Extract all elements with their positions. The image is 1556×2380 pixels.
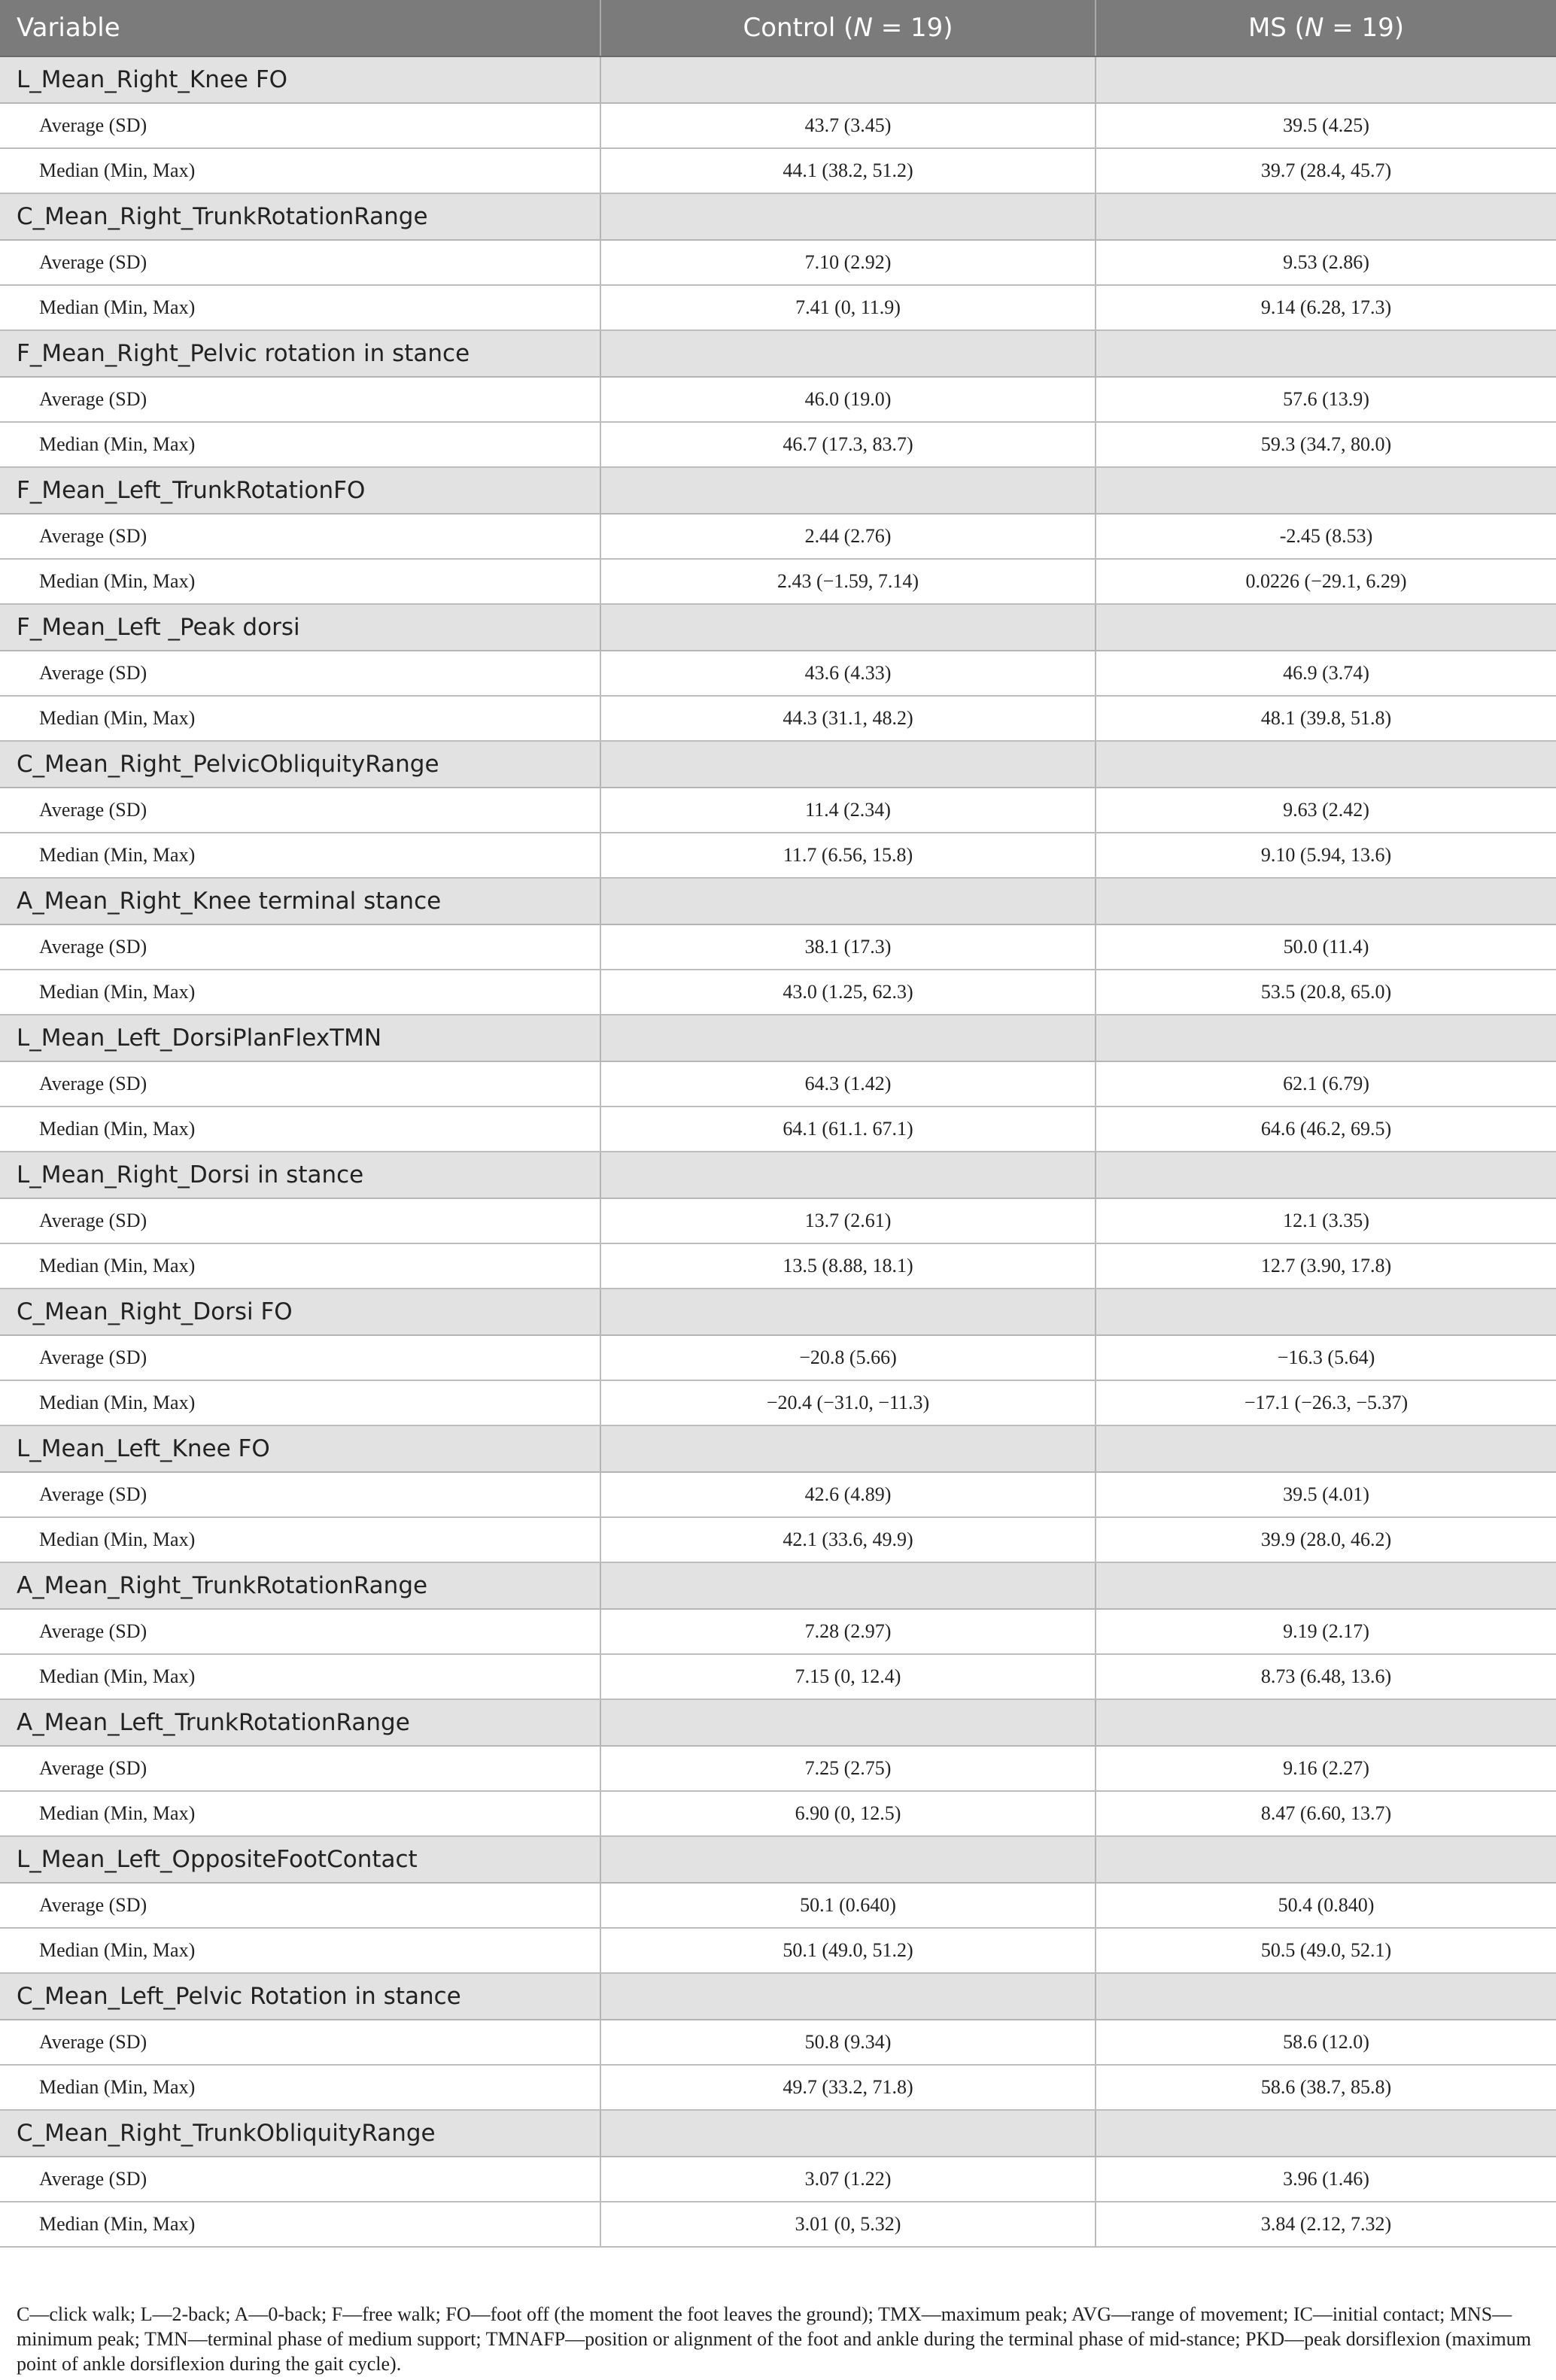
- statistic-label: Average (SD): [0, 240, 600, 285]
- statistic-label: Average (SD): [0, 1472, 600, 1517]
- control-value: 44.3 (31.1, 48.2): [600, 696, 1096, 741]
- table-row: [0, 833, 1556, 878]
- group-empty-cell: [1096, 1289, 1556, 1335]
- group-header-row: [0, 467, 1556, 514]
- table-row: [0, 103, 1556, 148]
- statistic-label: Median (Min, Max): [0, 2202, 600, 2247]
- statistic-label: Median (Min, Max): [0, 559, 600, 604]
- control-value: 13.7 (2.61): [600, 1198, 1096, 1243]
- table-row: [0, 240, 1556, 285]
- statistic-label: Median (Min, Max): [0, 1243, 600, 1289]
- group-header-row: [0, 1699, 1556, 1746]
- ms-value: 59.3 (34.7, 80.0): [1096, 422, 1556, 467]
- statistic-label: Median (Min, Max): [0, 833, 600, 878]
- statistic-label: Average (SD): [0, 788, 600, 833]
- variable-group-name: C_Mean_Right_TrunkRotationRange: [0, 193, 600, 240]
- table-row: [0, 1335, 1556, 1380]
- statistic-label: Average (SD): [0, 514, 600, 559]
- ms-value: 50.4 (0.840): [1096, 1883, 1556, 1928]
- statistic-label: Median (Min, Max): [0, 696, 600, 741]
- ms-value: 64.6 (46.2, 69.5): [1096, 1107, 1556, 1152]
- control-value: 42.1 (33.6, 49.9): [600, 1517, 1096, 1562]
- variable-group-name: F_Mean_Right_Pelvic rotation in stance: [0, 330, 600, 377]
- group-empty-cell: [600, 467, 1096, 514]
- statistic-label: Average (SD): [0, 2020, 600, 2065]
- control-value: 44.1 (38.2, 51.2): [600, 148, 1096, 193]
- group-empty-cell: [1096, 1152, 1556, 1198]
- group-header-row: [0, 741, 1556, 788]
- group-empty-cell: [1096, 1699, 1556, 1746]
- ms-value: 62.1 (6.79): [1096, 1061, 1556, 1107]
- group-empty-cell: [1096, 878, 1556, 924]
- control-value: −20.8 (5.66): [600, 1335, 1096, 1380]
- statistic-label: Median (Min, Max): [0, 422, 600, 467]
- ms-value: 53.5 (20.8, 65.0): [1096, 970, 1556, 1015]
- table-row: [0, 1609, 1556, 1654]
- group-empty-cell: [1096, 1425, 1556, 1472]
- table-row: [0, 1883, 1556, 1928]
- group-empty-cell: [600, 1152, 1096, 1198]
- variable-group-name: C_Mean_Left_Pelvic Rotation in stance: [0, 1973, 600, 2020]
- table-row: [0, 559, 1556, 604]
- group-empty-cell: [1096, 1836, 1556, 1883]
- control-value: 7.25 (2.75): [600, 1746, 1096, 1791]
- ms-value: 48.1 (39.8, 51.8): [1096, 696, 1556, 741]
- group-empty-cell: [1096, 330, 1556, 377]
- control-value: 43.6 (4.33): [600, 651, 1096, 696]
- group-empty-cell: [1096, 467, 1556, 514]
- variable-group-name: C_Mean_Right_PelvicObliquityRange: [0, 741, 600, 788]
- control-value: 42.6 (4.89): [600, 1472, 1096, 1517]
- group-header-row: [0, 193, 1556, 240]
- variable-group-name: L_Mean_Left_Knee FO: [0, 1425, 600, 1472]
- ms-value: 9.16 (2.27): [1096, 1746, 1556, 1791]
- group-empty-cell: [600, 1015, 1096, 1061]
- group-empty-cell: [600, 604, 1096, 651]
- table-row: [0, 285, 1556, 330]
- control-value: 7.10 (2.92): [600, 240, 1096, 285]
- table-row: [0, 148, 1556, 193]
- ms-value: 3.84 (2.12, 7.32): [1096, 2202, 1556, 2247]
- table-header-row: [0, 0, 1556, 56]
- variable-group-name: C_Mean_Right_TrunkObliquityRange: [0, 2110, 600, 2157]
- statistic-label: Median (Min, Max): [0, 1791, 600, 1836]
- group-header-row: [0, 1836, 1556, 1883]
- group-header-row: [0, 604, 1556, 651]
- statistic-label: Median (Min, Max): [0, 1517, 600, 1562]
- group-empty-cell: [600, 1836, 1096, 1883]
- group-empty-cell: [600, 1289, 1096, 1335]
- table-row: [0, 2202, 1556, 2247]
- group-header-row: [0, 330, 1556, 377]
- variable-group-name: L_Mean_Left_DorsiPlanFlexTMN: [0, 1015, 600, 1061]
- table-row: [0, 1654, 1556, 1699]
- variable-group-name: A_Mean_Right_Knee terminal stance: [0, 878, 600, 924]
- group-empty-cell: [600, 878, 1096, 924]
- group-empty-cell: [1096, 604, 1556, 651]
- group-header-row: [0, 878, 1556, 924]
- table-row: [0, 1791, 1556, 1836]
- table-row: [0, 696, 1556, 741]
- table-row: [0, 2157, 1556, 2202]
- table-row: [0, 422, 1556, 467]
- control-value: 2.44 (2.76): [600, 514, 1096, 559]
- control-value: 7.41 (0, 11.9): [600, 285, 1096, 330]
- group-header-row: [0, 1289, 1556, 1335]
- control-value: 46.7 (17.3, 83.7): [600, 422, 1096, 467]
- ms-value: 39.5 (4.25): [1096, 103, 1556, 148]
- table-row: [0, 1472, 1556, 1517]
- group-empty-cell: [600, 1562, 1096, 1609]
- group-empty-cell: [600, 741, 1096, 788]
- statistic-label: Median (Min, Max): [0, 1928, 600, 1973]
- variable-group-name: A_Mean_Left_TrunkRotationRange: [0, 1699, 600, 1746]
- control-value: 11.7 (6.56, 15.8): [600, 833, 1096, 878]
- ms-value: −16.3 (5.64): [1096, 1335, 1556, 1380]
- control-value: 50.1 (49.0, 51.2): [600, 1928, 1096, 1973]
- table-row: [0, 1243, 1556, 1289]
- ms-value: -2.45 (8.53): [1096, 514, 1556, 559]
- group-header-row: [0, 2110, 1556, 2157]
- group-empty-cell: [600, 2110, 1096, 2157]
- ms-value: 46.9 (3.74): [1096, 651, 1556, 696]
- statistic-label: Average (SD): [0, 1883, 600, 1928]
- control-value: 50.1 (0.640): [600, 1883, 1096, 1928]
- ms-value: 3.96 (1.46): [1096, 2157, 1556, 2202]
- ms-value: 58.6 (38.7, 85.8): [1096, 2065, 1556, 2110]
- control-value: 50.8 (9.34): [600, 2020, 1096, 2065]
- group-header-row: [0, 1015, 1556, 1061]
- header-ms: MS (N = 19): [1096, 0, 1556, 56]
- statistic-label: Average (SD): [0, 377, 600, 422]
- control-value: 3.01 (0, 5.32): [600, 2202, 1096, 2247]
- variable-group-name: L_Mean_Left_OppositeFootContact: [0, 1836, 600, 1883]
- group-empty-cell: [1096, 56, 1556, 103]
- table-row: [0, 1198, 1556, 1243]
- ms-value: 57.6 (13.9): [1096, 377, 1556, 422]
- statistic-label: Average (SD): [0, 1061, 600, 1107]
- group-empty-cell: [600, 1425, 1096, 1472]
- group-empty-cell: [1096, 1015, 1556, 1061]
- control-value: 6.90 (0, 12.5): [600, 1791, 1096, 1836]
- control-value: 7.15 (0, 12.4): [600, 1654, 1096, 1699]
- control-value: −20.4 (−31.0, −11.3): [600, 1380, 1096, 1425]
- statistic-label: Median (Min, Max): [0, 970, 600, 1015]
- group-empty-cell: [600, 1699, 1096, 1746]
- variable-group-name: A_Mean_Right_TrunkRotationRange: [0, 1562, 600, 1609]
- ms-value: 9.63 (2.42): [1096, 788, 1556, 833]
- statistic-label: Median (Min, Max): [0, 1654, 600, 1699]
- statistic-label: Average (SD): [0, 2157, 600, 2202]
- group-empty-cell: [1096, 741, 1556, 788]
- control-value: 38.1 (17.3): [600, 924, 1096, 970]
- table-row: [0, 924, 1556, 970]
- table-row: [0, 970, 1556, 1015]
- ms-value: 9.10 (5.94, 13.6): [1096, 833, 1556, 878]
- group-empty-cell: [1096, 2110, 1556, 2157]
- table-row: [0, 1107, 1556, 1152]
- ms-value: 39.9 (28.0, 46.2): [1096, 1517, 1556, 1562]
- control-value: 2.43 (−1.59, 7.14): [600, 559, 1096, 604]
- variable-group-name: L_Mean_Right_Dorsi in stance: [0, 1152, 600, 1198]
- variable-group-name: L_Mean_Right_Knee FO: [0, 56, 600, 103]
- table-row: [0, 1746, 1556, 1791]
- ms-value: 39.7 (28.4, 45.7): [1096, 148, 1556, 193]
- ms-value: 50.0 (11.4): [1096, 924, 1556, 970]
- statistic-label: Median (Min, Max): [0, 148, 600, 193]
- table-body: [0, 56, 1556, 2247]
- control-value: 46.0 (19.0): [600, 377, 1096, 422]
- ms-value: 9.53 (2.86): [1096, 240, 1556, 285]
- group-empty-cell: [600, 193, 1096, 240]
- variable-group-name: C_Mean_Right_Dorsi FO: [0, 1289, 600, 1335]
- group-header-row: [0, 1973, 1556, 2020]
- statistic-label: Average (SD): [0, 651, 600, 696]
- ms-value: 12.7 (3.90, 17.8): [1096, 1243, 1556, 1289]
- variable-group-name: F_Mean_Left _Peak dorsi: [0, 604, 600, 651]
- header-variable: Variable: [0, 0, 600, 56]
- variable-group-name: F_Mean_Left_TrunkRotationFO: [0, 467, 600, 514]
- group-header-row: [0, 1425, 1556, 1472]
- ms-value: 0.0226 (−29.1, 6.29): [1096, 559, 1556, 604]
- ms-value: −17.1 (−26.3, −5.37): [1096, 1380, 1556, 1425]
- table-row: [0, 2020, 1556, 2065]
- control-value: 49.7 (33.2, 71.8): [600, 2065, 1096, 2110]
- statistic-label: Average (SD): [0, 1609, 600, 1654]
- table-row: [0, 1517, 1556, 1562]
- group-header-row: [0, 1562, 1556, 1609]
- statistic-label: Average (SD): [0, 1198, 600, 1243]
- group-empty-cell: [1096, 1973, 1556, 2020]
- statistic-label: Median (Min, Max): [0, 1380, 600, 1425]
- statistic-label: Average (SD): [0, 103, 600, 148]
- control-value: 13.5 (8.88, 18.1): [600, 1243, 1096, 1289]
- table-row: [0, 1928, 1556, 1973]
- control-value: 64.1 (61.1. 67.1): [600, 1107, 1096, 1152]
- table-footnote: C—click walk; L—2-back; A—0-back; F—free walk; FO—foot off (the moment the foot leaves the ground); TMX—maximum peak; AVG—range of movement; IC—initial contact; MNS—minimum peak; TMN—terminal phase of medium support; TMNAFP—position or alignment of the foot and ankle during the terminal phase of mid-stance; PKD—peak dorsiflexion (maximum point of ankle dorsiflexion during the gait cycle).: [17, 2303, 1531, 2375]
- table-row: [0, 1380, 1556, 1425]
- header-control: Control (N = 19): [600, 0, 1096, 56]
- ms-value: 58.6 (12.0): [1096, 2020, 1556, 2065]
- group-empty-cell: [600, 330, 1096, 377]
- control-value: 64.3 (1.42): [600, 1061, 1096, 1107]
- ms-value: 9.14 (6.28, 17.3): [1096, 285, 1556, 330]
- ms-value: 8.73 (6.48, 13.6): [1096, 1654, 1556, 1699]
- statistic-label: Average (SD): [0, 924, 600, 970]
- ms-value: 9.19 (2.17): [1096, 1609, 1556, 1654]
- control-value: 11.4 (2.34): [600, 788, 1096, 833]
- control-value: 3.07 (1.22): [600, 2157, 1096, 2202]
- table-row: [0, 2065, 1556, 2110]
- table-row: [0, 514, 1556, 559]
- group-header-row: [0, 1152, 1556, 1198]
- table-row: [0, 651, 1556, 696]
- statistic-label: Median (Min, Max): [0, 1107, 600, 1152]
- control-value: 7.28 (2.97): [600, 1609, 1096, 1654]
- ms-value: 50.5 (49.0, 52.1): [1096, 1928, 1556, 1973]
- group-empty-cell: [1096, 193, 1556, 240]
- group-empty-cell: [600, 1973, 1096, 2020]
- group-empty-cell: [1096, 1562, 1556, 1609]
- table-row: [0, 788, 1556, 833]
- table-row: [0, 377, 1556, 422]
- ms-value: 39.5 (4.01): [1096, 1472, 1556, 1517]
- statistic-label: Average (SD): [0, 1746, 600, 1791]
- statistic-label: Median (Min, Max): [0, 285, 600, 330]
- statistic-label: Median (Min, Max): [0, 2065, 600, 2110]
- statistic-label: Average (SD): [0, 1335, 600, 1380]
- table-row: [0, 1061, 1556, 1107]
- control-value: 43.7 (3.45): [600, 103, 1096, 148]
- control-value: 43.0 (1.25, 62.3): [600, 970, 1096, 1015]
- group-empty-cell: [600, 56, 1096, 103]
- group-header-row: [0, 56, 1556, 103]
- ms-value: 12.1 (3.35): [1096, 1198, 1556, 1243]
- ms-value: 8.47 (6.60, 13.7): [1096, 1791, 1556, 1836]
